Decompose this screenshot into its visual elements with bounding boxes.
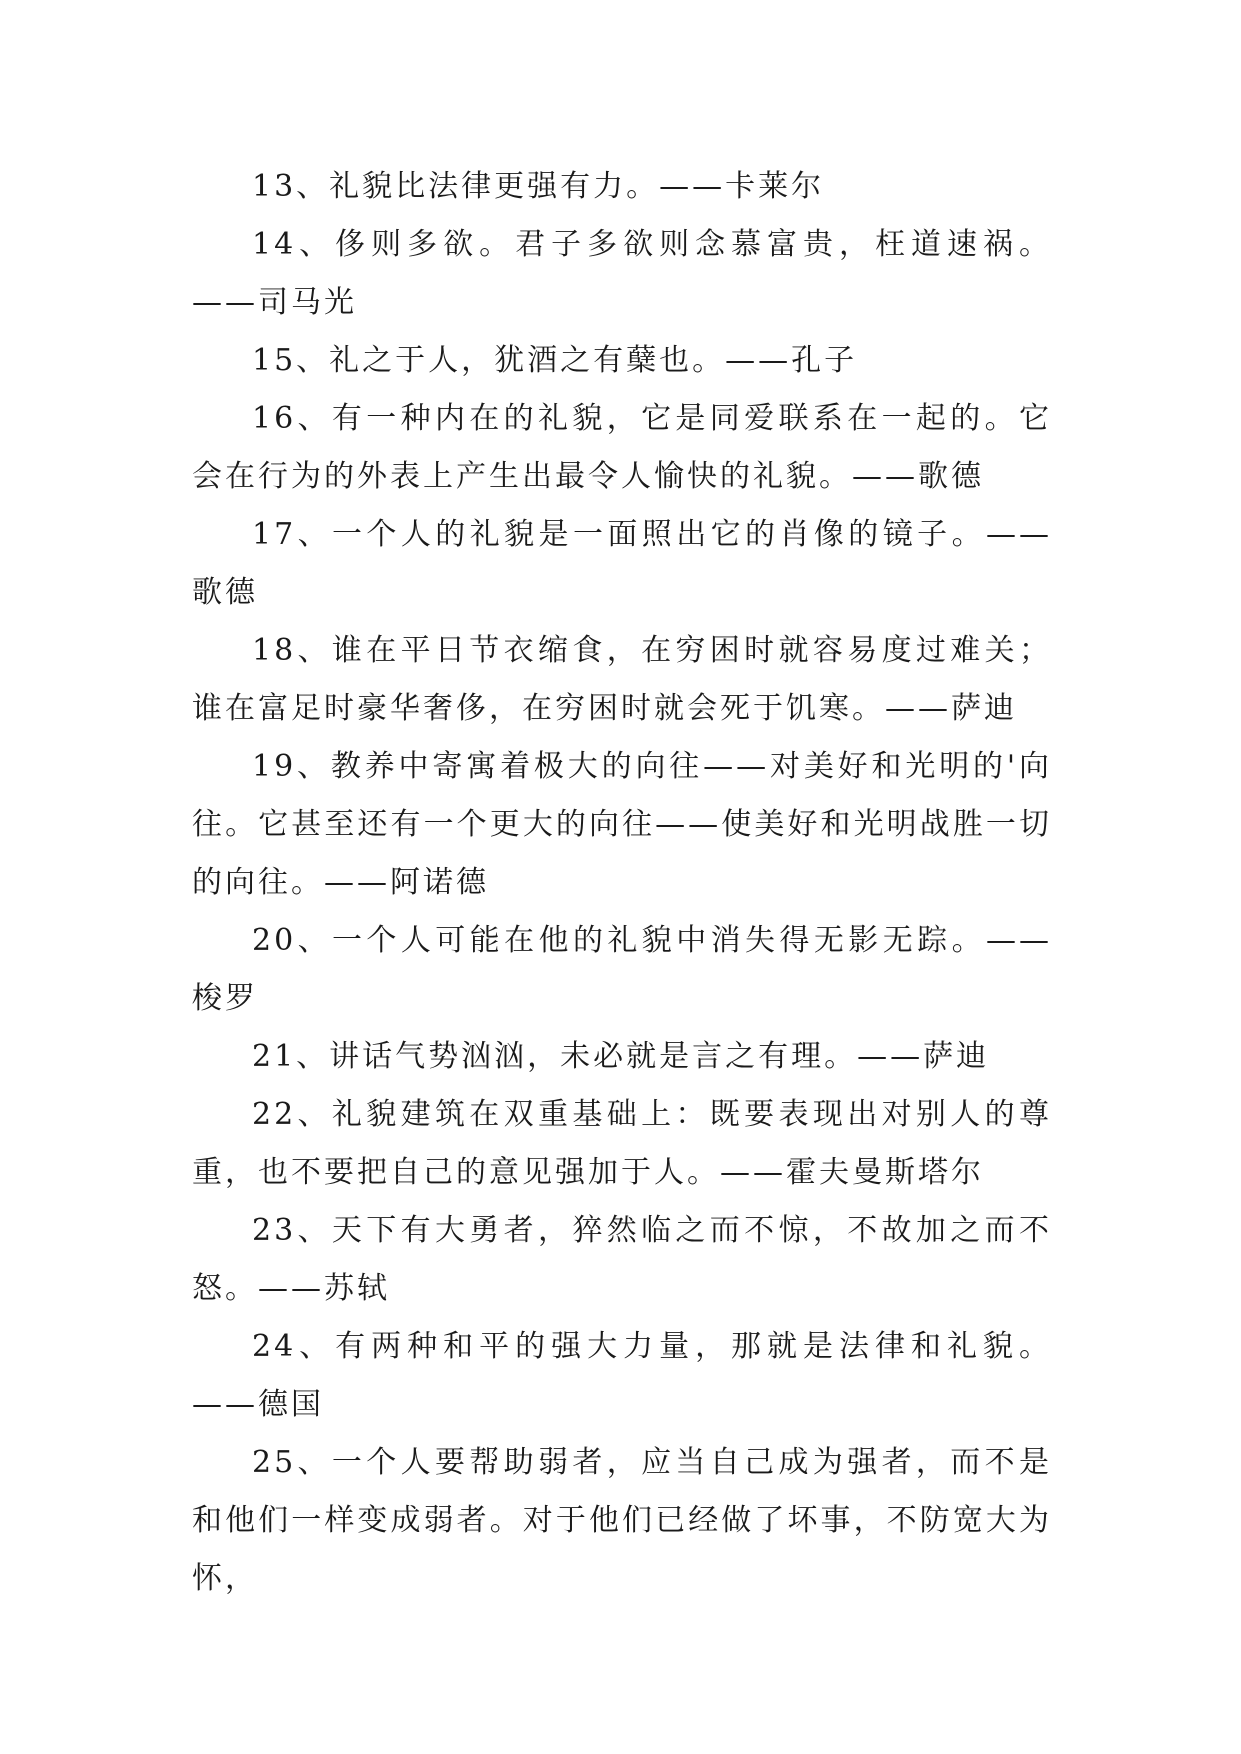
quote-paragraph: 25、一个人要帮助弱者，应当自己成为强者，而不是和他们一样变成弱者。对于他们已经做了坏事，不防宽大为怀， [192, 1445, 1052, 1596]
quote-list [192, 158, 1052, 1608]
quote-paragraph: 20、一个人可能在他的礼貌中消失得无影无踪。——梭罗 [192, 923, 1052, 1016]
quote-paragraph: 13、礼貌比法律更强有力。——卡莱尔 [252, 169, 825, 204]
quote-paragraph: 16、有一种内在的礼貌，它是同爱联系在一起的。它会在行为的外表上产生出最令人愉快的礼貌。——歌德 [192, 401, 1052, 494]
quote-paragraph: 21、讲话气势汹汹，未必就是言之有理。——萨迪 [252, 1039, 990, 1074]
quote-paragraph: 14、侈则多欲。君子多欲则念慕富贵，枉道速祸。——司马光 [192, 227, 1052, 320]
quote-paragraph: 24、有两种和平的强大力量，那就是法律和礼貌。——德国 [192, 1329, 1052, 1422]
quote-paragraph: 22、礼貌建筑在双重基础上：既要表现出对别人的尊重，也不要把自己的意见强加于人。——霍夫曼斯塔尔 [192, 1097, 1052, 1190]
quote-paragraph: 17、一个人的礼貌是一面照出它的肖像的镜子。——歌德 [192, 517, 1052, 610]
quote-paragraph: 23、天下有大勇者，猝然临之而不惊，不故加之而不怒。——苏轼 [192, 1213, 1052, 1306]
quote-paragraph: 15、礼之于人，犹酒之有蘖也。——孔子 [252, 343, 858, 378]
quote-paragraph: 19、教养中寄寓着极大的向往——对美好和光明的'向往。它甚至还有一个更大的向往——使美好和光明战胜一切的向往。——阿诺德 [192, 749, 1052, 900]
quote-paragraph: 18、谁在平日节衣缩食，在穷困时就容易度过难关；谁在富足时豪华奢侈，在穷困时就会死于饥寒。——萨迪 [192, 633, 1052, 726]
